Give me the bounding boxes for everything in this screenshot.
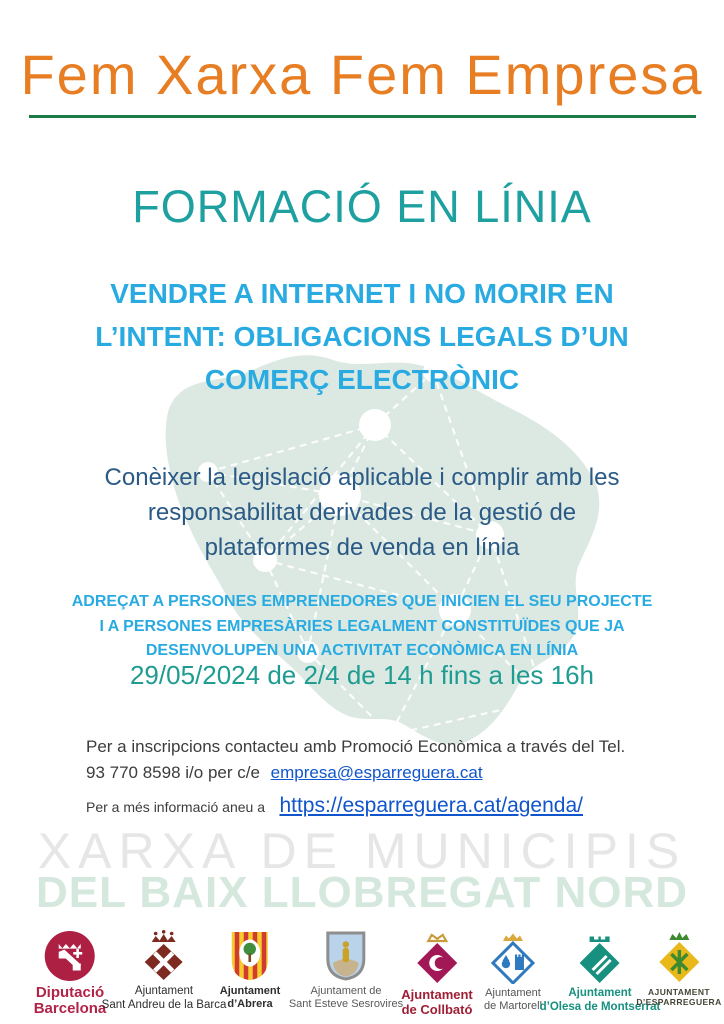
registration-phone: 93 770 8598 i/o per c/e <box>86 763 260 782</box>
description-line: plataformes de venda en línia <box>204 534 520 561</box>
registration-line2 <box>86 760 664 786</box>
logo-sant-andreu-de-la-barca <box>102 930 227 1012</box>
watermark-xarxa-municipis: XARXA DE MUNICIPIS <box>37 823 687 879</box>
logo-caption: Barcelona <box>33 1000 107 1018</box>
session-datetime: 29/05/2024 de 2/4 de 14 h fins a les 16h <box>129 660 595 690</box>
abrera-crest-icon <box>230 930 270 982</box>
diputacio-barcelona-icon <box>44 930 96 982</box>
registration-line1: Per a inscripcions contacteu amb Promoció Econòmica a través del Tel. <box>86 737 626 756</box>
brand-title: Fem Xarxa Fem Empresa <box>20 43 704 106</box>
logo-caption: Ajuntament <box>568 987 632 999</box>
sant-andreu-crest-icon <box>139 930 189 982</box>
logo-caption: de Martorell <box>483 999 543 1012</box>
logo-caption: Diputació <box>35 984 105 1001</box>
audience-line: ADREÇAT A PERSONES EMPRENEDORES QUE INICIEN EL SEU PROJECTE <box>71 593 653 610</box>
logo-caption: Ajuntament <box>401 987 473 1002</box>
course-title-line: VENDRE A INTERNET I NO MORIR EN <box>110 278 614 309</box>
martorell-crest-icon <box>489 930 537 984</box>
logo-caption: Ajuntament de <box>310 985 382 997</box>
logo-caption: de Collbató <box>401 1002 473 1018</box>
audience-text <box>45 590 679 664</box>
logo-caption: d’Abrera <box>227 997 273 1010</box>
logo-caption: D’ESPARREGUERA <box>636 997 722 1008</box>
course-title-line: COMERÇ ELECTRÒNIC <box>204 364 520 395</box>
logo-caption: AJUNTAMENT <box>648 987 710 997</box>
logo-abrera <box>220 930 281 1011</box>
logo-collbato <box>401 930 473 1018</box>
course-description <box>70 460 654 565</box>
description-line: Conèixer la legislació aplicable i complir amb les <box>104 464 620 491</box>
collbato-crest-icon <box>411 930 463 984</box>
agenda-link[interactable]: https://esparreguera.cat/agenda/ <box>279 794 583 817</box>
logo-caption: Sant Andreu de la Barca <box>101 998 227 1011</box>
audience-line: DESENVOLUPEN UNA ACTIVITAT ECONÒMICA EN LÍNIA <box>145 642 579 659</box>
title-underline <box>29 115 696 118</box>
logo-sant-esteve-sesrovires <box>289 930 403 1011</box>
email-link[interactable]: empresa@esparreguera.cat <box>270 763 483 782</box>
watermark-baix-llobregat-nord: DEL BAIX LLOBREGAT NORD <box>35 868 689 917</box>
olesa-crest-icon <box>574 930 626 984</box>
logo-diputacio-barcelona <box>34 930 107 1017</box>
logo-esparreguera <box>636 930 721 1007</box>
partner-logos <box>0 930 724 1020</box>
logo-martorell <box>484 930 542 1013</box>
more-info-label: Per a més informació aneu a <box>86 799 265 815</box>
logo-caption: Ajuntament <box>485 987 541 999</box>
more-info <box>86 794 583 818</box>
audience-line: I A PERSONES EMPRESÀRIES LEGALMENT CONSTITUÏDES QUE JA <box>99 617 625 635</box>
esparreguera-crest-icon <box>654 930 704 984</box>
description-line: responsabilitat derivades de la gestió de <box>147 499 577 526</box>
registration-info <box>86 734 664 786</box>
course-title <box>40 272 684 401</box>
sant-esteve-crest-icon <box>325 930 367 982</box>
format-label: FORMACIÓ EN LÍNIA <box>132 181 592 232</box>
course-title-line: L’INTENT: OBLIGACIONS LEGALS D’UN <box>95 321 629 352</box>
logo-caption: Ajuntament <box>134 985 194 997</box>
logo-caption: Ajuntament <box>219 985 281 997</box>
logo-caption: d’Olesa de Montserrat <box>539 1000 661 1013</box>
logo-caption: Sant Esteve Sesrovires <box>288 997 404 1010</box>
